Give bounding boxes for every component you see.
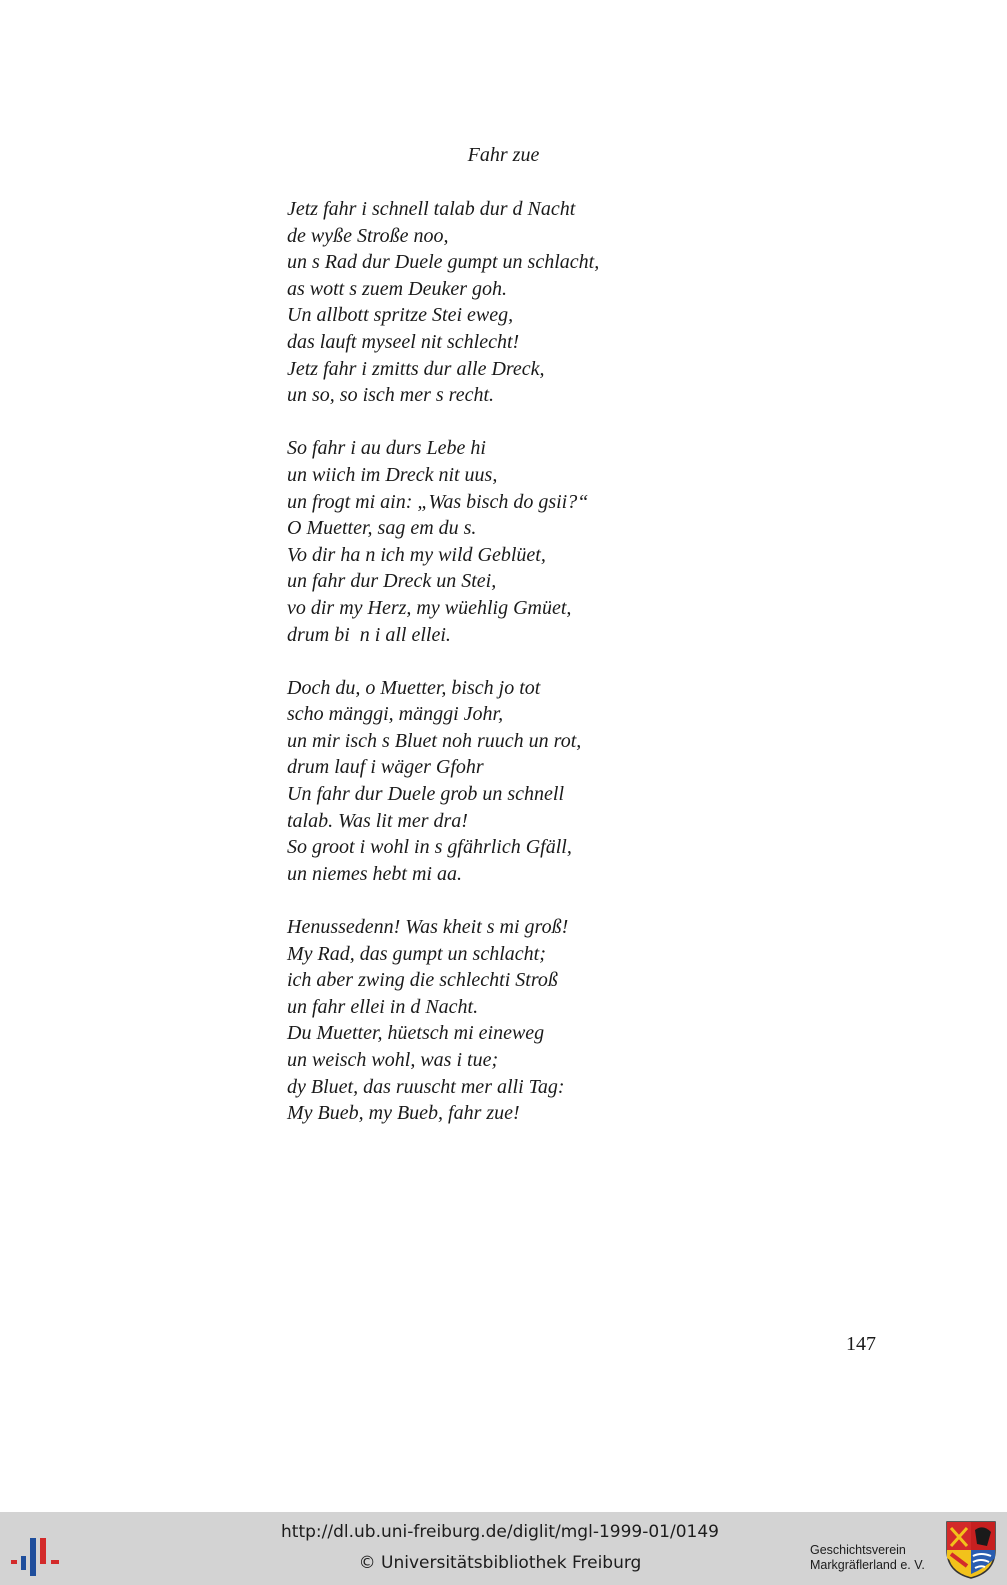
verse-line: un wiich im Dreck nit uus, [287,463,498,486]
stanza [287,914,847,1127]
verse-line: Jetz fahr i zmitts dur alle Dreck, [287,357,545,380]
verse-line: Doch du, o Muetter, bisch jo tot [287,676,541,699]
verse-line: Jetz fahr i schnell talab dur d Nacht [287,198,576,220]
verse-line: un fahr dur Dreck un Stei, [287,570,497,593]
verse-line: un so, so isch mer s recht. [287,384,495,407]
verse-line: So groot i wohl in s gfährlich Gfäll, [287,836,572,859]
verse-line: ich aber zwing die schlechti Stroß [287,969,558,992]
society-name-line: Geschichtsverein [810,1543,906,1557]
verse-line: Du Muetter, hüetsch mi eineweg [287,1022,545,1045]
verse-line: un weisch wohl, was i tue; [287,1049,499,1071]
verse-line: drum bi n i all ellei. [287,623,451,646]
society-name [810,1543,940,1573]
verse-line: un fahr ellei in d Nacht. [287,995,479,1018]
footer-url-link[interactable]: http://dl.ub.uni-freiburg.de/diglit/mgl-1999-01/0149 [281,1522,719,1542]
verse-line: So fahr i au durs Lebe hi [287,437,486,460]
verse-line: Henussedenn! Was kheit s mi groß! [287,916,569,939]
footer-copyright: © Universitätsbibliothek Freiburg [358,1553,642,1573]
verse-line: Un fahr dur Duele grob un schnell [287,783,565,806]
verse-line: un mir isch s Bluet noh ruuch un rot, [287,729,582,752]
page-number: 147 [846,1333,876,1355]
verse-line: vo dir my Herz, my wüehlig Gmüet, [287,596,572,619]
verse-line: de wyße Stroße noo, [287,224,449,247]
poem-title: Fahr zue [467,144,540,166]
verse-line: dy Bluet, das ruuscht mer alli Tag: [287,1075,565,1098]
verse-line: un frogt mi ain: „Was bisch do gsii?“ [287,490,589,513]
verse-line: Vo dir ha n ich my wild Geblüet, [287,543,546,566]
verse-line: scho mänggi, mänggi Johr, [287,703,504,726]
verse-line: das lauft myseel nit schlecht! [287,330,520,353]
library-bars-logo-icon [11,1534,63,1578]
verse-line: Un allbott spritze Stei eweg, [287,304,514,327]
verse-line: un s Rad dur Duele gumpt un schlacht, [287,251,600,274]
society-name-line: Markgräflerland e. V. [810,1558,925,1572]
verse-line: drum lauf i wäger Gfohr [287,756,484,779]
verse-line: un niemes hebt mi aa. [287,862,462,885]
verse-line: My Rad, das gumpt un schlacht; [287,942,546,965]
stanza [287,675,847,888]
stanza [287,196,847,409]
verse-line: talab. Was lit mer dra! [287,809,468,832]
stanza [287,435,847,648]
verse-line: as wott s zuem Deuker goh. [287,277,507,300]
viewer-footer-bar [0,1512,1007,1585]
verse-line: O Muetter, sag em du s. [287,517,477,540]
poem-body [287,196,847,1153]
verse-line: My Bueb, my Bueb, fahr zue! [287,1102,520,1125]
coat-of-arms-icon [945,1520,997,1580]
